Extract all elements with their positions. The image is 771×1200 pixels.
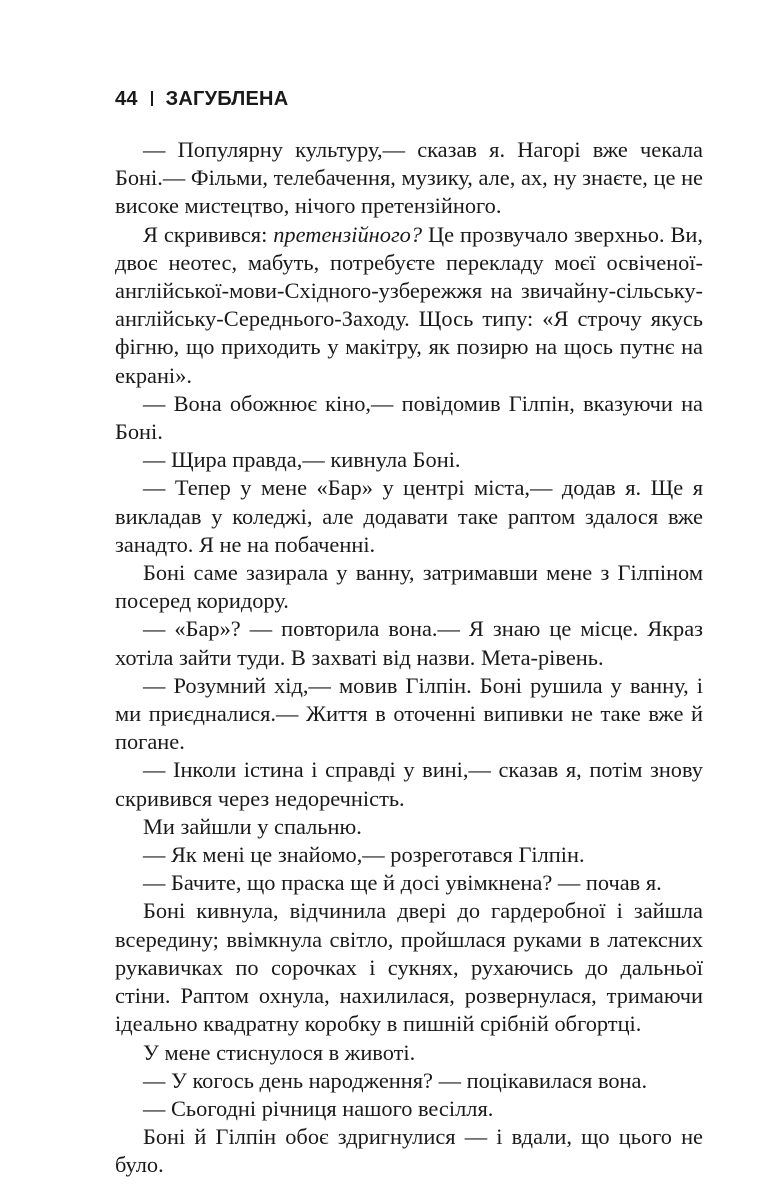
paragraph: — Сьогодні річниця нашого весілля. xyxy=(143,1095,494,1121)
paragraph: — Розумний хід,— мовив Гілпін. Боні рушила у ванну, і ми приєдналися.— Життя в оточенні випивки не таке вже й погане. xyxy=(115,672,703,755)
emphasis-text: претензійного? xyxy=(273,221,423,247)
paragraph: — Бачите, що праска ще й досі увімкнена? — почав я. xyxy=(143,870,662,896)
paragraph: — «Бар»? — повторила вона.— Я знаю це місце. Якраз хотіла зайти туди. В захваті від назви. Мета-рівень. xyxy=(115,616,703,670)
paragraph-text: Це прозвучало зверхньо. Ви, двоє неотес, мабуть, потребуєте перекладу моєї освіченої-англійської-мови-Східного-узбережжя на звичайну-сільську-англійську-Середнього-Заходу. Щось типу: «Я строчу якусь фігню, що приходить у макітру, як позирю на щось путнє на екрані». xyxy=(115,221,703,388)
paragraph: Ми зайшли у спальню. xyxy=(143,813,362,839)
paragraph: — Інколи істина і справді у вині,— сказав я, потім знову скривився через недоречність. xyxy=(115,757,703,811)
paragraph: У мене стиснулося в животі. xyxy=(143,1039,416,1065)
header-separator xyxy=(151,91,153,106)
paragraph xyxy=(115,221,703,390)
paragraph: Боні й Гілпін обоє здригнулися — і вдали, що цього не було. xyxy=(115,1124,703,1178)
paragraph: — У когось день народження? — поцікавилася вона. xyxy=(143,1067,648,1093)
page-body xyxy=(115,136,703,1180)
paragraph: — Як мені це знайомо,— розреготався Гілпін. xyxy=(143,842,585,868)
page-number: 44 xyxy=(115,88,138,110)
book-title: ЗАГУБЛЕНА xyxy=(165,88,289,110)
paragraph: — Тепер у мене «Бар» у центрі міста,— додав я. Ще я викладав у коледжі, але додавати таке раптом здалося вже занадто. Я не на побаченні. xyxy=(115,475,703,557)
paragraph: Боні саме зазирала у ванну, затримавши мене з Гілпіном посеред коридору. xyxy=(115,560,703,614)
paragraph-text: Я скривився: xyxy=(143,221,274,247)
paragraph: — Популярну культуру,— сказав я. Нагорі вже чекала Боні.— Фільми, телебачення, музику, але, ах, ну знаєте, це не високе мистецтво, нічого претензійного. xyxy=(115,137,703,219)
paragraph: — Вона обожнює кіно,— повідомив Гілпін, вказуючи на Боні. xyxy=(115,390,703,445)
running-header xyxy=(115,88,288,111)
paragraph: Боні кивнула, відчинила двері до гардеробної і зайшла всередину; ввімкнула світло, пройшлася руками в латексних рукавичках по сорочках і сукнях, рухаючись до дальньої стіни. Раптом охнула, нахилилася, розвернулася, тримаючи ідеально квадратну коробку в пишній срібній обгортці. xyxy=(115,898,703,1037)
paragraph: — Щира правда,— кивнула Боні. xyxy=(143,447,461,473)
